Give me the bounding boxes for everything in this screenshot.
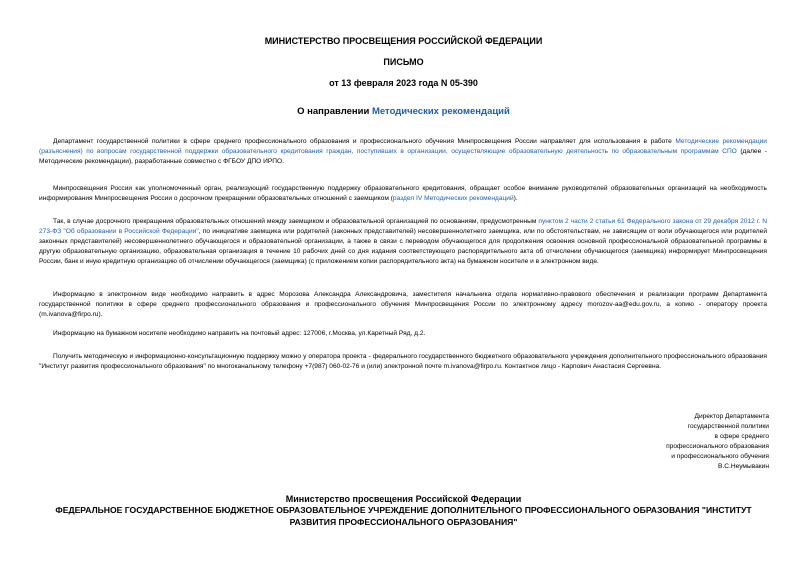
signature-line: и профессионального обучения [671,452,769,460]
paragraph-1 [39,137,767,167]
paragraph-2-link-section-iv[interactable]: раздел IV Методических рекомендаций [392,194,514,202]
paragraph-1-text-a: Департамент государственной политики в сфере среднего профессионального образования и профессионального обучения Минпросвещения России направляет для использования в работе [53,138,676,145]
signature-line: Директор Департамента [694,413,769,420]
paragraph-1-link[interactable]: Методические рекомендации (разъяснения) по вопросам государственной поддержки образовательного кредитования граждан, поступивших в организации, осуществляющие образовательную деятельность по образовательным программам СПО [39,138,767,155]
paragraph-3-text-a: Так, в случае досрочного прекращения образовательных отношений между заемщиком и образовательной организацией по основаниям, предусмотренным [53,218,539,225]
subject-link-methodical-recommendations[interactable]: Методических рекомендаций [371,106,510,117]
paragraph-4: Информацию в электронном виде необходимо направить в адрес Морозова Александра Александровича, заместителя начальника отдела нормативно-правового обеспечения и реализации программ Департамента государственной политики в сфере среднего профессионального образования и профессионального обучения Минпросвещения России по электронному адресу morozov-aa@edu.gov.ru, а копию - оператору проекта (m.ivanova@firpo.ru). [39,291,767,318]
paragraph-1-text-b: (далее - Методические рекомендации), разработанные совместно с ФГБОУ ДПО ИРПО. [39,147,767,165]
subject-prefix: О направлении [297,106,372,117]
paragraph-3-link-federal-law[interactable]: пунктом 2 части 2 статьи 61 Федерального закона от 29 декабря 2012 г. N 273-ФЗ "Об образовании в Российской Федерации" [39,218,767,235]
signature-line: в сфере среднего [714,432,769,440]
signature-name: В.С.Неумывакин [718,462,769,470]
paragraph-2-text-a: Минпросвещения России как уполномоченный орган, реализующий государственную поддержку образовательного кредитования, обращает особое внимание руководителей образовательных организаций на необходимость информирования Минпросвещения России о досрочном прекращении образовательных отношений с заемщиком ( [39,185,767,202]
paragraph-6: Получить методическую и информационно-консультационную поддержку можно у оператора проекта - федерального государственного бюджетного образовательного учреждения дополнительного профессионального образования "Институт развития профессионального образования" по многоканальному телефону +7(987) 060-02-76 и (или) электронной почте m.ivanova@firpo.ru. Контактное лицо - Карпович Анастасия Сергеевна. [39,353,767,370]
signature-block [549,412,769,471]
footer-ministry: Министерство просвещения Российской Федерации [285,494,522,504]
document-type: ПИСЬМО [383,57,424,67]
footer-institution: ФЕДЕРАЛЬНОЕ ГОСУДАРСТВЕННОЕ БЮДЖЕТНОЕ ОБРАЗОВАТЕЛЬНОЕ УЧРЕЖДЕНИЕ ДОПОЛНИТЕЛЬНОГО ПРОФЕССИОНАЛЬНОГО ОБРАЗОВАНИЯ "ИНСТИТУТ РАЗВИТИЯ ПРОФЕССИОНАЛЬНОГО ОБРАЗОВАНИЯ" [55,505,752,527]
paragraph-5: Информацию на бумажном носителе необходимо направить на почтовый адрес: 127006, г.Москва, ул.Каретный Ряд, д.2. [53,330,426,337]
document-date-number: от 13 февраля 2023 года N 05-390 [329,78,478,88]
signature-line: государственной политики [687,422,769,430]
paragraph-2 [39,184,767,204]
document-subject [0,106,807,117]
paragraph-3 [39,217,767,267]
ministry-heading: МИНИСТЕРСТВО ПРОСВЕЩЕНИЯ РОССИЙСКОЙ ФЕДЕРАЦИИ [264,36,543,46]
paragraph-3-text-b: , по инициативе заемщика или родителей (законных представителей) несовершеннолетнего заемщика, или по обстоятельствам, не зависящим от воли обучающегося или родителей законных представителей) несовершеннолетнего обучающегося и образовательной организации, а также в связи с переводом обучающегося для продолжения освоения основной профессиональной образовательной программы в другую образовательную организацию, образовательная организация в течение 10 рабочих дней со дня издания соответствующего распорядительного акта об отчислении обучающегося (заемщика) информирует Минпросвещения России, банк и иную кредитную организацию об отчислении обучающегося (заемщика) (с приложением копии распорядительного акта) на бумажном носителе и в электронном виде. [39,227,767,265]
signature-line: профессионального образования [666,442,769,450]
paragraph-2-text-b: ). [513,194,518,202]
